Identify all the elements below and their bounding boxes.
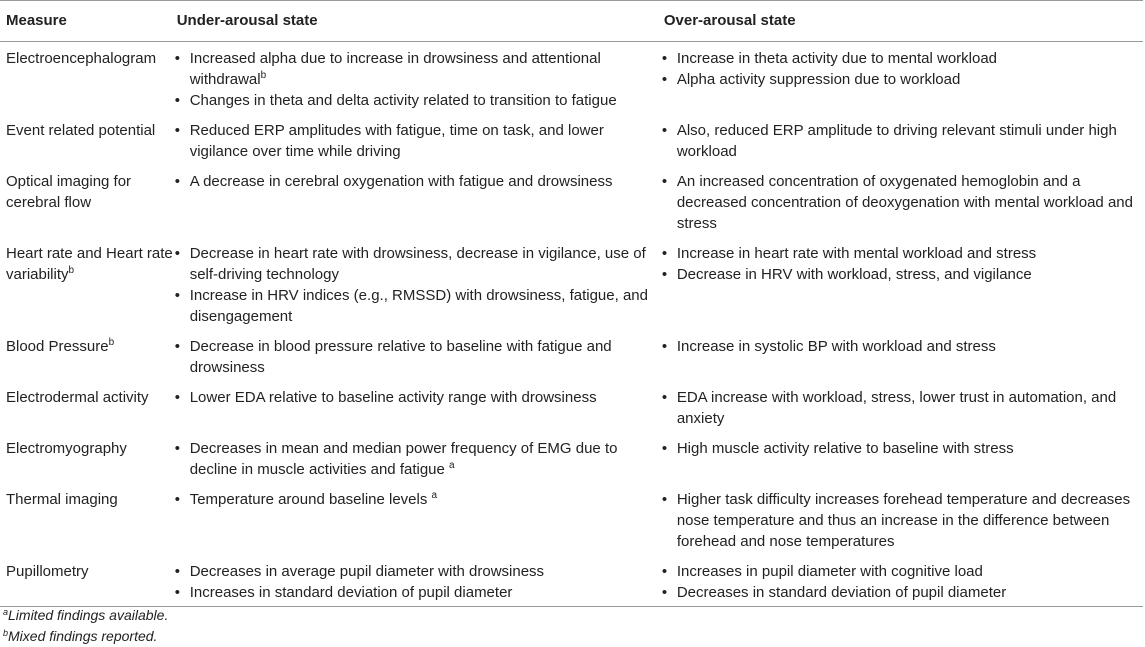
finding-text: Lower EDA relative to baseline activity range with drowsiness [189, 389, 597, 406]
header-over-arousal: Over-arousal state [663, 12, 796, 29]
measure-cell [0, 42, 174, 115]
list-item [174, 48, 661, 90]
list-item [174, 387, 661, 408]
under-arousal-cell [174, 330, 661, 381]
finding-text: Decrease in heart rate with drowsiness, decrease in vigilance, use of self-driving technology [189, 245, 646, 283]
over-arousal-cell [661, 42, 1143, 115]
over-arousal-cell [661, 237, 1143, 330]
finding-text: High muscle activity relative to baseline with stress [676, 440, 1014, 457]
list-item [174, 120, 661, 162]
finding-text: Higher task difficulty increases forehead temperature and decreases nose temperature and thus an increase in the difference between forehead and nose temperatures [676, 491, 1131, 550]
finding-text: Reduced ERP amplitudes with fatigue, time on task, and lower vigilance over time while driving [189, 122, 604, 160]
list-item [174, 336, 661, 378]
over-arousal-cell [661, 483, 1143, 555]
measure-label: Electrodermal activity [6, 389, 149, 406]
measure-label: Blood Pressure [6, 338, 109, 355]
measure-label: Electroencephalogram [6, 50, 157, 67]
over-arousal-cell [661, 381, 1143, 432]
measure-cell [0, 483, 174, 555]
under-arousal-cell [174, 483, 661, 555]
list-item [661, 69, 1143, 90]
footnote-mark: b [3, 628, 9, 638]
finding-text: EDA increase with workload, stress, lower trust in automation, and anxiety [676, 389, 1117, 427]
footnote-text: Mixed findings reported. [8, 628, 158, 644]
table-row [0, 237, 1143, 330]
measure-label: Optical imaging for cerebral flow [6, 173, 132, 211]
finding-text: Increase in heart rate with mental workload and stress [676, 245, 1037, 262]
table-footnotes [3, 605, 168, 647]
table-row [0, 330, 1143, 381]
list-item [174, 561, 661, 582]
list-item [661, 48, 1143, 69]
table-row [0, 483, 1143, 555]
measure-cell [0, 165, 174, 237]
footnote-mark-b: b [108, 337, 115, 348]
finding-text: Decrease in HRV with workload, stress, and vigilance [676, 266, 1032, 283]
finding-text: Decrease in blood pressure relative to baseline with fatigue and drowsiness [189, 338, 612, 376]
finding-text: A decrease in cerebral oxygenation with fatigue and drowsiness [189, 173, 613, 190]
footnote-text: Limited findings available. [8, 607, 169, 623]
finding-text: Increase in theta activity due to mental workload [676, 50, 998, 67]
finding-text: Changes in theta and delta activity related to transition to fatigue [189, 92, 617, 109]
header-under-arousal: Under-arousal state [176, 12, 318, 29]
list-item [661, 120, 1143, 162]
list-item [661, 264, 1143, 285]
list-item [661, 438, 1143, 459]
table-row [0, 381, 1143, 432]
list-item [661, 243, 1143, 264]
finding-text: Increases in pupil diameter with cognitive load [676, 563, 983, 580]
list-item [174, 582, 661, 603]
list-item [661, 561, 1143, 582]
under-arousal-cell [174, 237, 661, 330]
measure-cell [0, 381, 174, 432]
footnote [3, 605, 168, 626]
measure-label: Thermal imaging [6, 491, 118, 508]
finding-text: Temperature around baseline levels [189, 491, 428, 508]
over-arousal-cell [661, 114, 1143, 165]
table-header-row [0, 1, 1143, 42]
under-arousal-cell [174, 432, 661, 483]
header-measure: Measure [6, 12, 67, 29]
finding-text: Decreases in mean and median power frequency of EMG due to decline in muscle activities and fatigue [189, 440, 618, 478]
over-arousal-cell [661, 555, 1143, 607]
footnote [3, 626, 168, 647]
footnote-mark-b: b [260, 70, 267, 81]
list-item [174, 243, 661, 285]
finding-text: An increased concentration of oxygenated hemoglobin and a decreased concentration of deoxygenation with mental workload and stress [676, 173, 1133, 232]
footnote-mark-a: a [449, 460, 455, 471]
finding-text: Decreases in standard deviation of pupil diameter [676, 584, 1007, 601]
measure-label: Pupillometry [6, 563, 89, 580]
table-row [0, 42, 1143, 115]
under-arousal-cell [174, 555, 661, 607]
finding-text: Alpha activity suppression due to workload [676, 71, 961, 88]
list-item [661, 489, 1143, 552]
list-item [661, 387, 1143, 429]
under-arousal-cell [174, 381, 661, 432]
over-arousal-cell [661, 432, 1143, 483]
measure-label: Event related potential [6, 122, 156, 139]
table-row [0, 432, 1143, 483]
under-arousal-cell [174, 42, 661, 115]
footnote-mark-b: b [68, 265, 75, 276]
over-arousal-cell [661, 330, 1143, 381]
list-item [174, 90, 661, 111]
list-item [661, 336, 1143, 357]
finding-text: Increases in standard deviation of pupil diameter [189, 584, 513, 601]
table-row [0, 555, 1143, 607]
finding-text: Increase in HRV indices (e.g., RMSSD) with drowsiness, fatigue, and disengagement [189, 287, 648, 325]
measure-cell [0, 114, 174, 165]
measure-cell [0, 330, 174, 381]
finding-text: Increase in systolic BP with workload and stress [676, 338, 996, 355]
measure-label: Electromyography [6, 440, 127, 457]
list-item [174, 489, 661, 510]
table-row [0, 114, 1143, 165]
list-item [661, 582, 1143, 603]
measure-cell [0, 432, 174, 483]
over-arousal-cell [661, 165, 1143, 237]
measure-cell [0, 555, 174, 607]
measure-label: Heart rate and Heart rate variability [6, 245, 173, 283]
list-item [174, 171, 661, 192]
finding-text: Also, reduced ERP amplitude to driving relevant stimuli under high workload [676, 122, 1117, 160]
footnote-mark-a: a [431, 490, 438, 501]
list-item [661, 171, 1143, 234]
under-arousal-cell [174, 165, 661, 237]
list-item [174, 285, 661, 327]
finding-text: Decreases in average pupil diameter with drowsiness [189, 563, 545, 580]
list-item [174, 438, 661, 480]
table-row [0, 165, 1143, 237]
footnote-mark: a [3, 607, 9, 617]
finding-text: Increased alpha due to increase in drowsiness and attentional withdrawal [189, 50, 601, 88]
measure-cell [0, 237, 174, 330]
under-arousal-cell [174, 114, 661, 165]
